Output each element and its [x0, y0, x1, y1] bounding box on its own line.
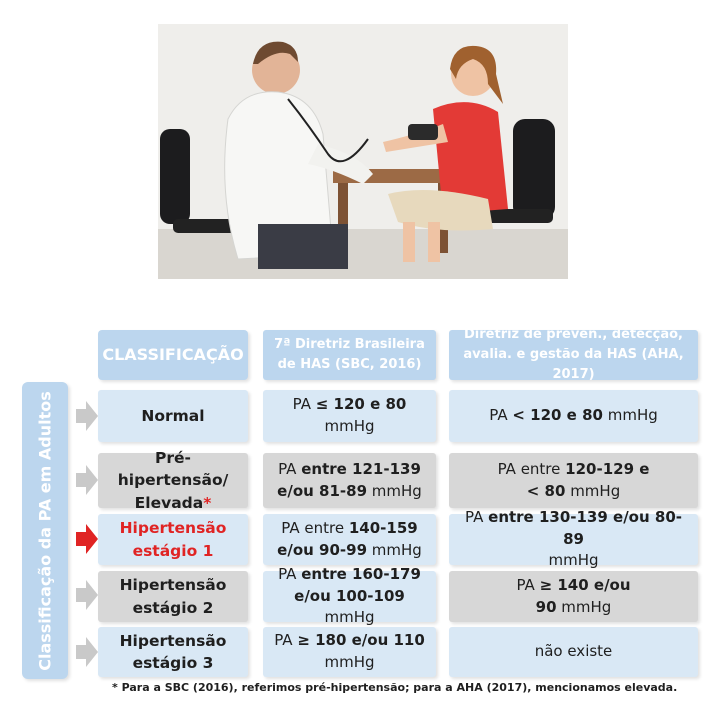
row-estagio-1-label: Hipertensão estágio 1 — [98, 514, 248, 565]
row-estagio-3-aha: não existe — [449, 627, 698, 677]
doctor-patient-illustration — [158, 24, 568, 279]
row-normal-label: Normal — [98, 390, 248, 442]
header-classificacao-text: CLASSIFICAÇÃO — [102, 345, 244, 365]
row-estagio-3-sbc: PA ≥ 180 e/ou 110 mmHg — [263, 627, 436, 677]
header-sbc-2016 — [263, 330, 436, 380]
side-label-text: Classificação da PA em Adultos — [35, 390, 55, 671]
row-estagio-1-aha: PA entre 130-139 e/ou 80-89 mmHg — [449, 514, 698, 565]
header-aha-2017 — [449, 326, 698, 383]
row-pre-hipertensao-aha: PA entre 120-129 e < 80 mmHg — [449, 453, 698, 508]
header-aha-text: Diretriz de preven., detecção, avalia. e gestão da HAS (AHA, 2017) — [463, 326, 684, 383]
arrow-right-red-icon — [76, 524, 98, 554]
row-estagio-1-sbc: PA entre 140-159 e/ou 90-99 mmHg — [263, 514, 436, 565]
row-estagio-2-aha: PA ≥ 140 e/ou 90 mmHg — [449, 571, 698, 622]
row-normal-sbc: PA ≤ 120 e 80 mmHg — [263, 390, 436, 442]
blood-pressure-photo — [158, 24, 568, 279]
header-classificacao — [98, 330, 248, 380]
row-pre-hipertensao-label: Pré-hipertensão/ Elevada* — [98, 453, 248, 508]
footnote: * Para a SBC (2016), referimos pré-hipertensão; para a AHA (2017), mencionamos elevada. — [112, 681, 678, 694]
row-normal-aha: PA < 120 e 80 mmHg — [449, 390, 698, 442]
row-pre-hipertensao-sbc: PA entre 121-139 e/ou 81-89 mmHg — [263, 453, 436, 508]
side-label-box — [22, 382, 68, 679]
arrow-right-icon — [76, 465, 98, 495]
arrow-right-icon — [76, 580, 98, 610]
arrow-right-icon — [76, 637, 98, 667]
row-estagio-2-label: Hipertensão estágio 2 — [98, 571, 248, 622]
row-estagio-2-sbc: PA entre 160-179 e/ou 100-109 mmHg — [263, 571, 436, 622]
header-sbc-text: 7ª Diretriz Brasileira de HAS (SBC, 2016) — [274, 336, 425, 372]
row-estagio-3-label: Hipertensão estágio 3 — [98, 627, 248, 677]
arrow-right-icon — [76, 401, 98, 431]
